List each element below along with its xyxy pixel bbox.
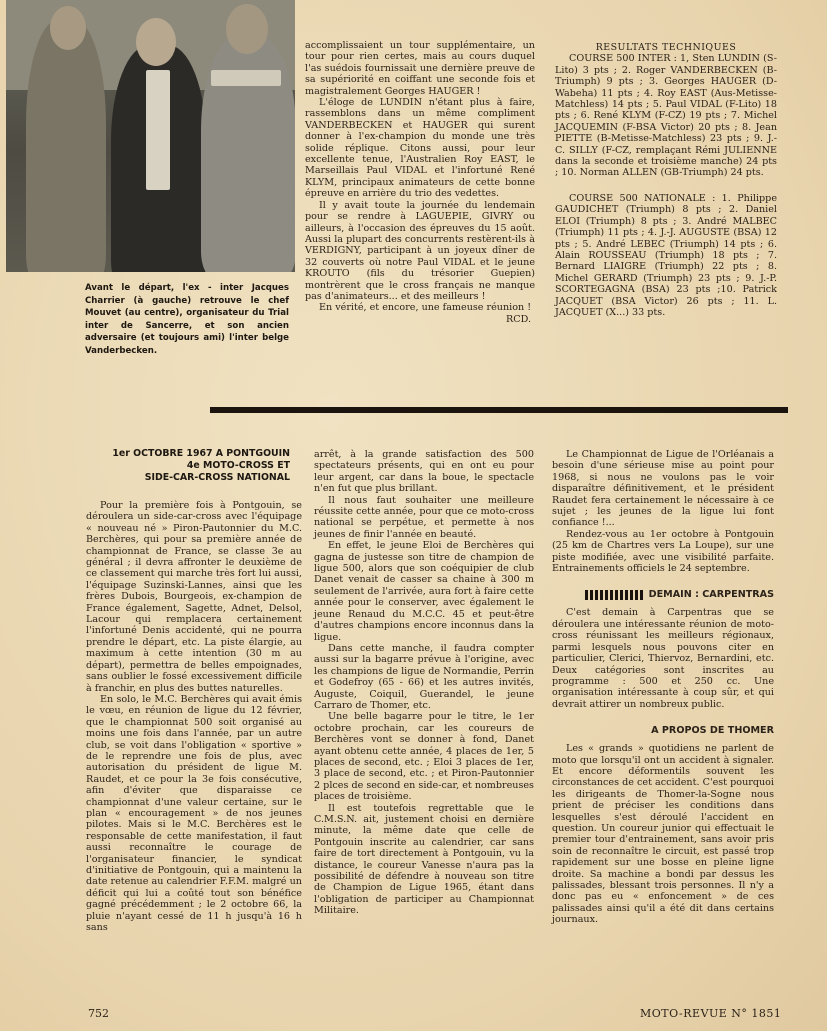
article-headline [88,448,290,484]
subheading-text: DEMAIN : CARPENTRAS [648,589,774,601]
stripe-ornament [585,590,643,600]
paragraph: Dans cette manche, il faudra compter aussi sur la bagarre prévue à l'origine, avec les champions de ligue de Normandie, Perrin et Godefroy (65 - 66) et les autres invités, Auguste, Coiquil, Guerandel, le jeune Carraro de Thomer, etc. [314,642,535,711]
paragraph: arrêt, à la grande satisfaction des 500 spectateurs présents, qui en ont eu pour leur argent, car dans la boue, le spectacle n'en fut que plus brillant. [314,449,534,495]
paragraph: En effet, le jeune Eloi de Berchères qui gagna de justesse son titre de champion de ligue 500, alors que son coéquipier de club Danet venait de casser sa chaine à 300 m seulement de l'arrivée, aura fort à faire cette année pour le conserver, avec également le jeune Renaud du M.C.C. 45 et peut-être d'autres champions encore inconnus dans la ligue. [314,540,534,643]
article-column-3 [552,449,774,926]
author-signature: RCD. [506,313,531,325]
results-500-nationale: COURSE 500 NATIONALE : 1. Philippe GAUDICHET (Triumph) 8 pts ; 2. Daniel ELOI (Triumph) 8 pts ; 3. André MALBEC (Triumph) 11 pts ; 4. J.-J. AUGUSTE (BSA) 12 pts ; 5. André LEBEC (Triumph) 14 pts ; 6. Alain ROUSSEAU (Triumph) 18 pts ; 7. Bernard LIAIGRE (Triumph) 22 pts ; 8. Michel GERARD (Triumph) 23 pts ; 9. J.-P. SCORTEGAGNA (BSA) 23 pts ;10. Patrick JACQUET (BSA Victor) 26 pts ; 11. L. JACQUET (X...) 33 pts. [555,192,777,318]
report-column-continued [305,40,535,325]
paragraph: Les « grands » quotidiens ne parlent de moto que lorsqu'il ont un accident à signaler. Et encore déformentils souvent les circonstances de cet accident. C'est pourquoi les dirigeants de Thomer-la-Sogne nous prient de préciser les conditions dans lesquelles s'est déroulé l'accident en question. Un coureur junior qui effectuait le premier tour d'entrainement, sans avoir pris soin de reconnaître le circuit, est passé trop rapidement sur une bosse en pleine ligne droite. Sa machine a bondi par dessus les palissades, blessant trois personnes. Il n'y a donc pas eu « enfoncement » de ces palissades ainsi qu'il a été dit dans certains journaux. [552,743,774,926]
subheading-carpentras [552,588,774,601]
subheading-thomer [552,724,774,737]
headline-line: 1er OCTOBRE 1967 A PONTGOUIN [112,448,290,459]
results-500-inter: COURSE 500 INTER : 1, Sten LUNDIN (S-Lito) 3 pts ; 2. Roger VANDERBECKEN (B-Triumph) 9 pts ; 3. Georges HAUGER (D-Wabeha) 11 pts ; 4. Roy EAST (Aus-Metisse-Matchless) 14 pts ; 5. Paul VIDAL (F-Lito) 18 pts ; 6. René KLYM (F-CZ) 19 pts ; 7. Michel JACQUEMIN (F-BSA Victor) 20 pts ; 8. Jean PIETTE (B-Metisse-Matchless) 23 pts ; 9. J.-C. SILLY (F-CZ, remplaçant Rémi JULIENNE dans la seconde et troisième manche) 24 pts ; 10. Norman ALLEN (GB-Triumph) 24 pts. [555,53,777,179]
paragraph: En solo, le M.C. Berchères qui avait émis le vœu, en réunion de ligue du 12 février, que le championnat 500 soit organisé au moins une fois dans l'année, par un autre club, se voit dans l'obligation « sportive » de le reprendre une fois de plus, avec autorisation du président de ligue M. Raudet, et ce pour la 3e fois consécutive, afin d'éviter que disparaisse ce championnat d'une valeur certaine, sur le plan « encouragement » de nos jeunes pilotes. Mais si le M.C. Berchères est le responsable de cette manifestation, il faut aussi reconnaître le courage de l'organisateur financier, le syndicat d'initiative de Pontgouin, qui a maintenu la date retenue au calendrier F.F.M. malgré un déficit qui lui a coûté tout son bénéfice gagné précédemment ; le 2 octobre 66, la pluie n'ayant cessé de 11 h jusqu'à 16 h sans [86,693,302,934]
paragraph: Le Championnat de Ligue de l'Orléanais a besoin d'une sérieuse mise au point pour 1968, si nous ne voulons pas le voir disparaître définitivement, et le président Raudet fera certainement le nécessaire à ce sujet ; les jeunes de la ligue lui font confiance !... [552,449,774,529]
news-photo [6,0,295,272]
journal-name: MOTO-REVUE N° 1851 [640,1007,782,1020]
paragraph: Rendez-vous au 1er octobre à Pontgouin (25 km de Chartres vers La Loupe), sur une piste modifiée, avec une visibilité parfaite. Entrainements officiels le 24 septembre. [552,528,774,575]
paragraph: Il y avait toute la journée du lendemain pour se rendre à LAGUEPIE, GIVRY ou ailleurs, à l'occasion des épreuves du 15 août. Aussi la plupart des concurrents restèrent-ils à VERDIGNY, participant à un joyeux dîner de 32 couverts où notre Paul VIDAL et le jeune KROUTO (fils du trésorier Guepien) montrèrent que le cross français ne manque pas d'animateurs... et des meilleurs ! [305,199,535,302]
headline-line: SIDE-CAR-CROSS NATIONAL [144,472,290,483]
paragraph: En vérité, et encore, une fameuse réunion ! [319,302,532,314]
page-number: 752 [88,1007,109,1020]
paragraph: Pour la première fois à Pontgouin, se déroulera un side-car-cross avec l'équipage « nouveau né » Piron-Pautonnier du M.C. Berchères, qui pour sa première année de championnat de France, se classe 3e au général ; il devra affronter le deuxième de ce classement qui marche très fort lui aussi, l'équipage Suzinski-Lannes, ainsi que les frères Dubois, Bourgeois, ex-champion de France également, Sagette, Adnet, Delsol, Lacour qui remplacera certainement l'infortuné Denis accidenté, qui ne pourra prendre le départ, etc. La piste élargie, au maximum à cette intention (30 m au départ), permettra de belles empoignades, sans oublier le fossé excessivement difficile à franchir, en plus des buttes naturelles. [86,500,302,694]
headline-line: 4e MOTO-CROSS ET [186,460,290,471]
article-column-2 [314,449,534,917]
paragraph: C'est demain à Carpentras que se déroulera une intéressante réunion de moto-cross réunissant les meilleurs régionaux, parmi lesquels nous pouvons citer en particulier, Clerici, Thiervoz, Bernardini, etc. Deux catégories sont inscrites au programme : 500 et 250 cc. Une organisation intéressante à coup sûr, et qui devrait attirer un nombreux public. [552,607,774,710]
paragraph: Il est toutefois regrettable que le C.M.S.N. ait, justement choisi en dernière minute, la même date que celle de Pontgouin inscrite au calendrier, car sans faire de tort directement à Pontgouin, vu la distance, le coureur Vanesse n'aura pas la possibilité de défendre à nouveau son titre de Champion de Ligue 1965, étant dans l'obligation de participer au Championnat Militaire. [314,802,534,917]
paragraph: Il nous faut souhaiter une meilleure réussite cette année, pour que ce moto-cross national se perpétue, et permette à nos jeunes de finir l'année en beauté. [314,494,534,540]
photo-caption: Avant le départ, l'ex - inter Jacques Charrier (à gauche) retrouve le chef Mouvet (au centre), organisateur du Trial inter de Sancerre, et son ancien adversaire (et toujours ami) l'inter belge Vanderbecken. [85,283,289,356]
paragraph: Une belle bagarre pour le titre, le 1er octobre prochain, car les coureurs de Berchères vont se donner à fond, Danet ayant obtenu cette année, 4 places de 1er, 5 places de second, etc. ; Eloi 3 places de 1er, 3 place de second, etc. ; et Piron-Pautonnier 2 plces de second en side-car, et nombreuses places de troisième. [314,711,534,803]
section-divider [210,407,788,413]
results-column [555,42,777,318]
subheading-text: A PROPOS DE THOMER [651,725,774,737]
article-column-1 [86,500,302,933]
results-title: RESULTATS TECHNIQUES [595,42,737,53]
paragraph: accomplissaient un tour supplémentaire, un tour pour rien certes, mais au cours duquel l'as suédois fournissait une dernière preuve de sa supériorité en coiffant une seconde fois et magistralement Georges HAUGER ! [305,40,535,97]
paragraph: L'éloge de LUNDIN n'étant plus à faire, rassemblons dans un même compliment VANDERBECKEN et HAUGER qui surent donner à l'ex-champion du monde une très solide réplique. Citons aussi, pour leur excellente tenue, l'Australien Roy EAST, le Marseillais Paul VIDAL et l'infortuné René KLYM, principaux animateurs de cette bonne épreuve en arrière du trio des vedettes. [305,97,535,200]
